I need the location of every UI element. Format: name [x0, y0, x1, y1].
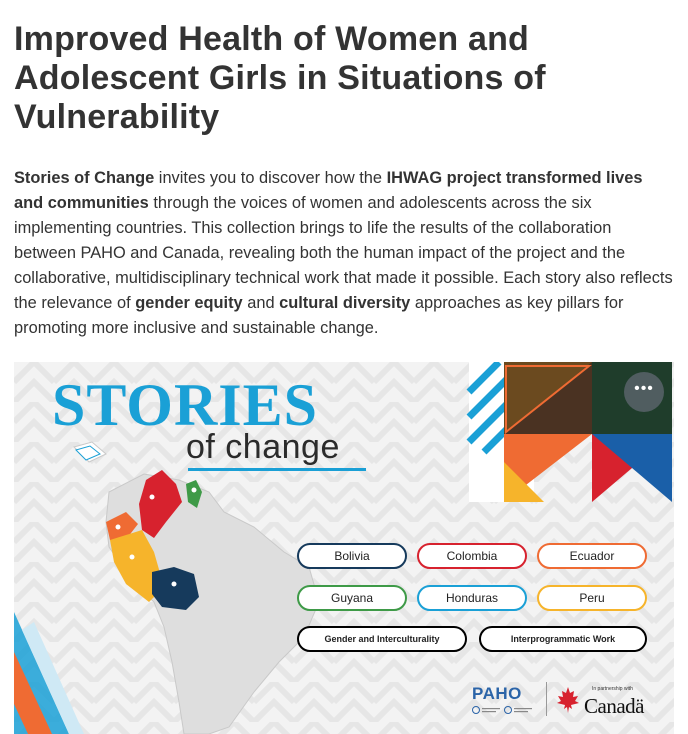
page-title-line-1: Improved Health of Women and [14, 20, 530, 58]
intro-bold-stories: Stories of Change [14, 169, 155, 187]
intro-bold-cultural: cultural diversity [279, 294, 411, 312]
banner-heading: STORIES [52, 372, 319, 438]
country-button-bolivia[interactable]: Bolivia [297, 543, 407, 569]
partner-logos [472, 680, 662, 720]
logo-divider [546, 682, 547, 716]
intro-paragraph [14, 166, 674, 341]
more-dots-icon: ••• [634, 380, 654, 397]
subheading-underline [188, 468, 366, 471]
banner-subheading: of change [186, 428, 340, 466]
page-title-line-2: Adolescent Girls in Situations of [14, 59, 546, 97]
page-title [14, 20, 674, 137]
intro-bold-project: IHWAG project transformed lives and communities [14, 169, 643, 212]
intro-text-4: approaches as key pillars for promoting more inclusive and sustainable change. [14, 294, 624, 337]
intro-text-1: invites you to discover how the [154, 169, 387, 187]
intro-text-2: through the voices of women and adolescents across the six implementing countries. This collection brings to life the results of the collaboration between PAHO and Canada, revealing both the human impact of the project and the collaborative, multidisciplinary technical work that made it possible. Each story also reflects the relevance of [14, 194, 673, 312]
more-options-button[interactable] [624, 372, 664, 412]
page-title-line-3: Vulnerability [14, 98, 220, 136]
canada-wordmark: Canadä [584, 694, 644, 718]
topic-button-interprogrammatic[interactable]: Interprogrammatic Work [479, 626, 647, 652]
partnership-label: In partnership with [592, 686, 633, 692]
stories-banner[interactable] [14, 362, 674, 734]
country-button-peru[interactable]: Peru [537, 585, 647, 611]
paho-emblem-icon [472, 706, 536, 714]
maple-leaf-icon [556, 686, 580, 714]
topic-button-gender-interculturality[interactable]: Gender and Interculturality [297, 626, 467, 652]
country-button-colombia[interactable]: Colombia [417, 543, 527, 569]
intro-bold-gender: gender equity [135, 294, 243, 312]
intro-text-3: and [242, 294, 280, 312]
paho-logo: PAHO [472, 684, 522, 703]
country-button-ecuador[interactable]: Ecuador [537, 543, 647, 569]
country-button-honduras[interactable]: Honduras [417, 585, 527, 611]
country-button-guyana[interactable]: Guyana [297, 585, 407, 611]
